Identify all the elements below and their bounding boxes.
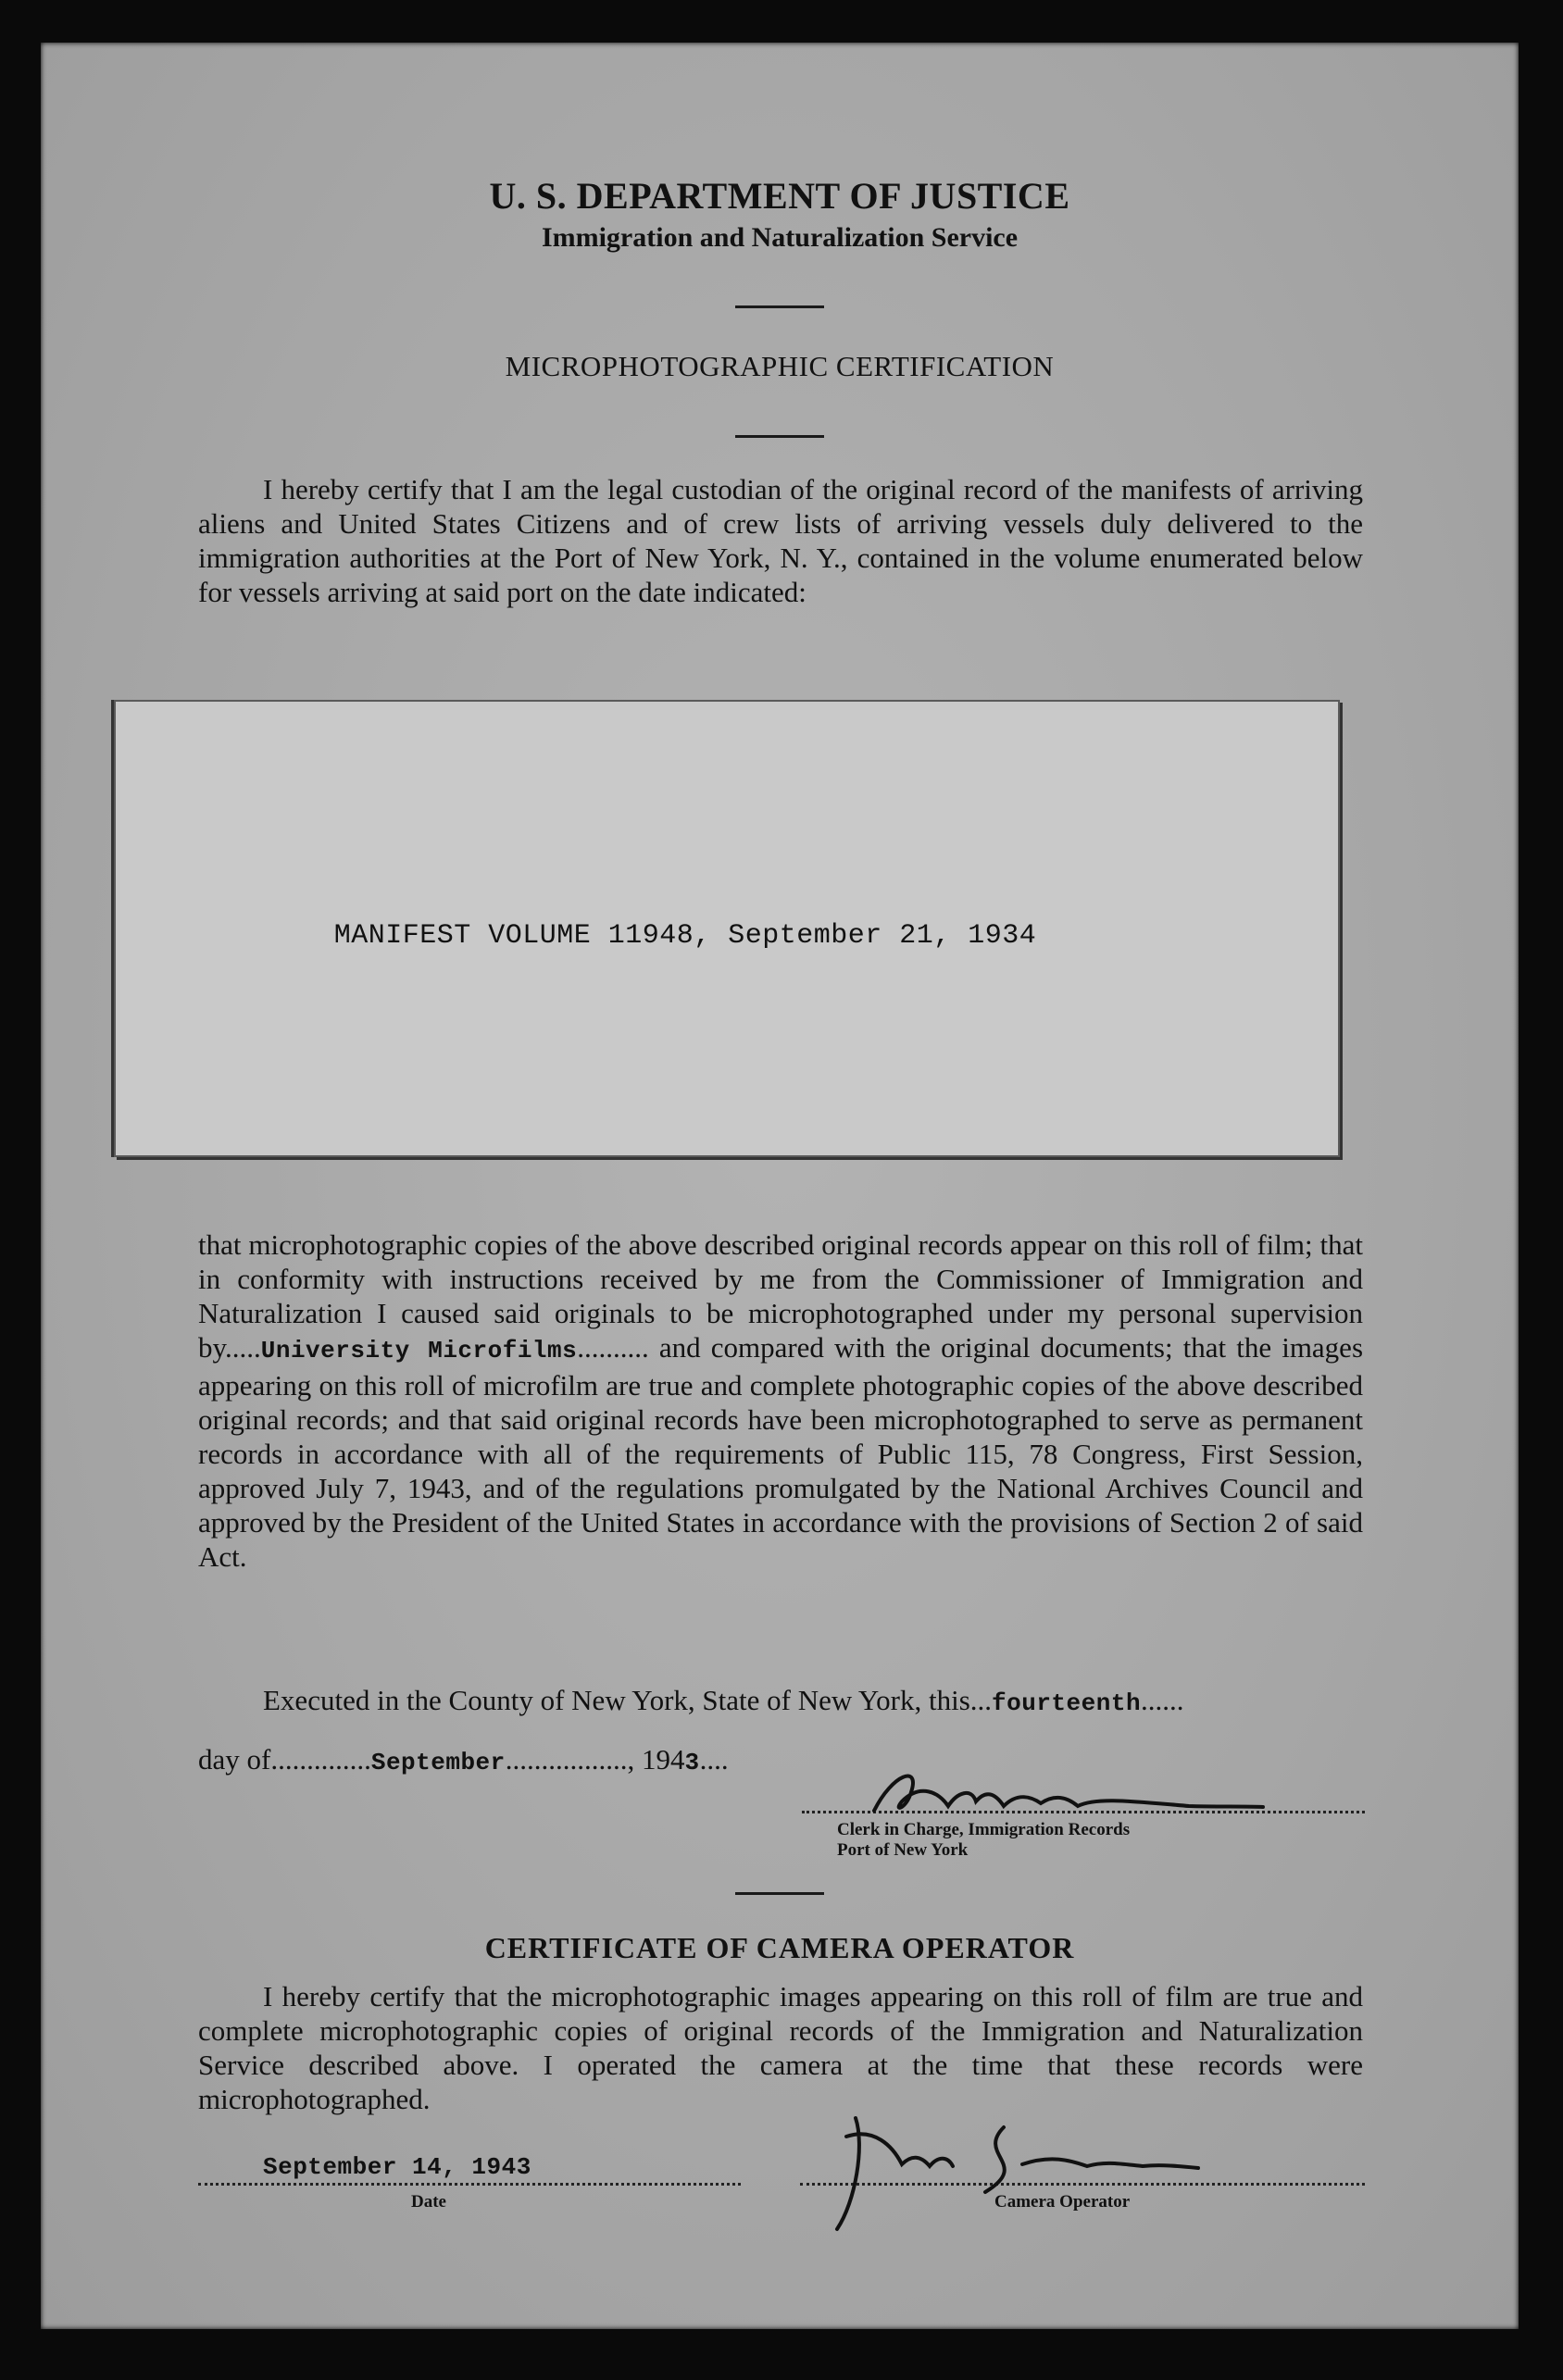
body-text-part1: that microphotographic copies of the above described original records appear on this roll of film; that in conformity with instructions received by me from the Commissioner of Immigration and Naturalization I caused said originals to be microphotographed under my personal supervision by bbox=[198, 1228, 1363, 1364]
operator-signature bbox=[791, 2100, 1217, 2238]
body-paragraph: that microphotographic copies of the above described original records appear on this roll of film; that in conformity with instructions received by me from the Commissioner of Immigration and Naturalization I caused said originals to be microphotographed under my personal supervision by.....University Microfilms.......... and compared with the original documents; that the images appearing on this roll of microfilm are true and complete photographic copies of the above described original records; and that said original records have been microphotographed to serve as permanent records in accordance with all of the requirements of Public 115, 78 Congress, First Session, approved July 7, 1943, and of the regulations promulgated by the National Archives Council and approved by the President of the United States in accordance with the provisions of Section 2 of said Act. bbox=[198, 1228, 1364, 1573]
operator-date-line bbox=[198, 2183, 741, 2186]
camera-operator-paragraph: I hereby certify that the microphotographic images appearing on this roll of film are true and complete microphotographic copies of original records of the Immigration and Naturalization Service described above. I operated the camera at the time that these records were microphotographed. bbox=[198, 1980, 1363, 2115]
operator-date: September 14, 1943 bbox=[263, 2153, 531, 2181]
divider bbox=[735, 435, 824, 438]
clerk-signature bbox=[856, 1755, 1282, 1829]
clerk-title: Clerk in Charge, Immigration Records Port of New York bbox=[837, 1820, 1131, 1860]
execution-month: September bbox=[370, 1749, 506, 1776]
manifest-volume-box bbox=[114, 700, 1340, 1157]
intro-paragraph: I hereby certify that I am the legal custodian of the original record of the manifests of arriving aliens and United States Citizens and of crew lists of arriving vessels duly delivered to the immigration authorities at the Port of New York, N. Y., contained in the volume enumerated below for vessels arriving at said port on the date indicated: bbox=[198, 473, 1363, 608]
department-title: U. S. DEPARTMENT OF JUSTICE bbox=[489, 175, 1070, 217]
date-label: Date bbox=[411, 2192, 446, 2212]
divider bbox=[735, 1892, 824, 1895]
manifest-volume-text: MANIFEST VOLUME 11948, September 21, 1934 bbox=[333, 920, 1037, 952]
execution-year-digit: 3 bbox=[684, 1749, 700, 1776]
service-subtitle: Immigration and Naturalization Service bbox=[541, 222, 1019, 253]
certificate-sheet bbox=[41, 43, 1519, 2329]
camera-operator-label: Camera Operator bbox=[994, 2192, 1131, 2212]
certification-title: MICROPHOTOGRAPHIC CERTIFICATION bbox=[505, 350, 1055, 382]
supervisor-name: University Microfilms bbox=[260, 1337, 578, 1364]
date-line: day of..............September................., 1943.... bbox=[198, 1743, 729, 1776]
camera-operator-heading: CERTIFICATE OF CAMERA OPERATOR bbox=[484, 1931, 1075, 1964]
execution-day: fourteenth bbox=[992, 1689, 1142, 1717]
execution-line: Executed in the County of New York, State of New York, this...fourteenth...... bbox=[263, 1684, 1184, 1717]
divider bbox=[735, 305, 824, 308]
body-text-part2: and compared with the original documents; that the images appearing on this roll of microfilm are true and complete photographic copies of the above described original records; and that said original records have been microphotographed to serve as permanent records in accordance with all of the requirements of Public 115, 78 Congress, First Session, approved July 7, 1943, and of the regulations promulgated by the National Archives Council and approved by the President of the United States in accordance with the provisions of Section 2 of said Act. bbox=[198, 1331, 1364, 1573]
